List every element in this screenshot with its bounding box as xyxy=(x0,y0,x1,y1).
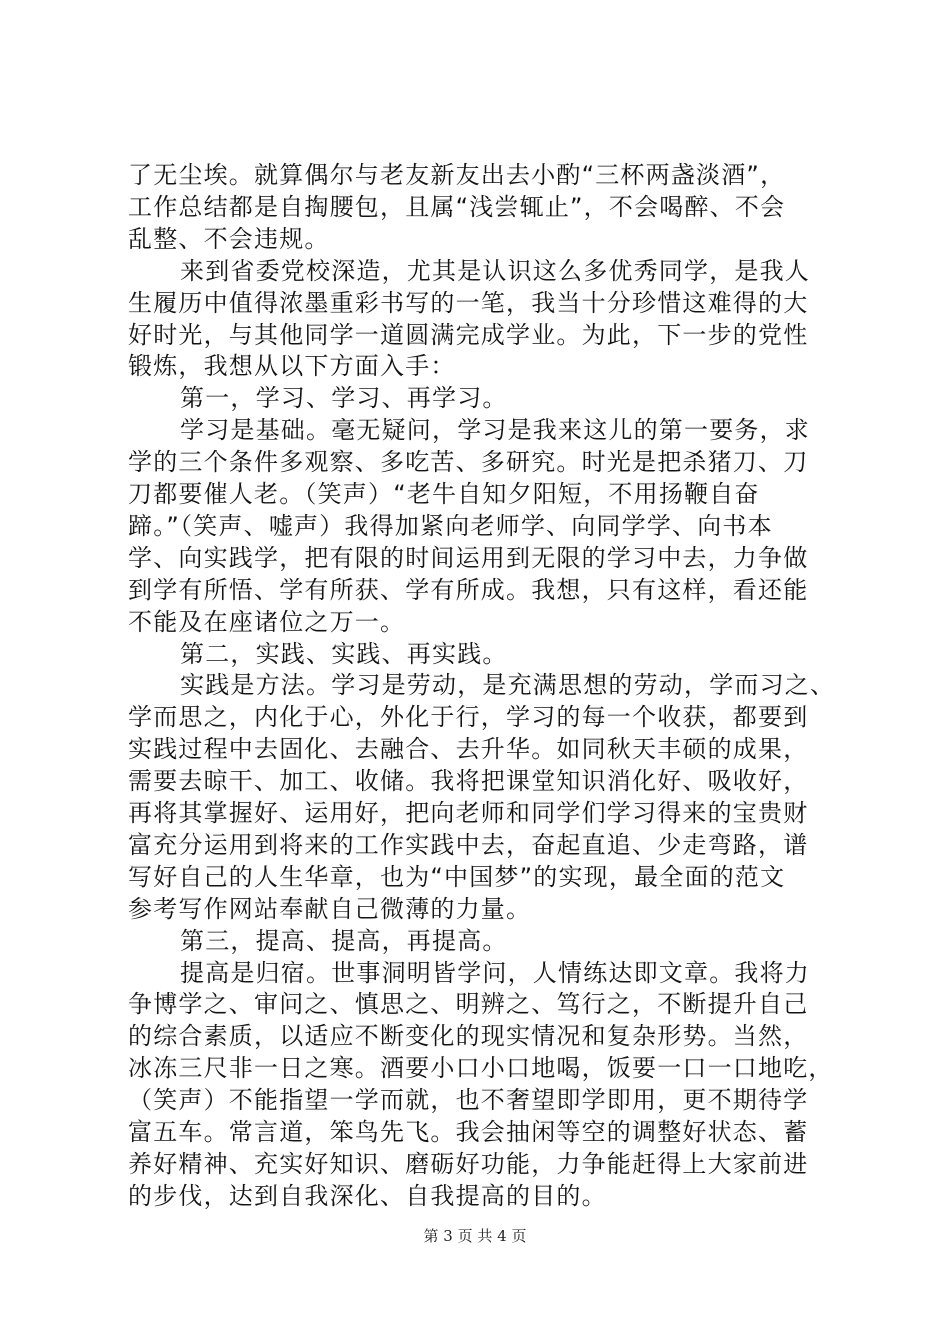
paragraph-start-line: 提高是归宿。世事洞明皆学问，人情练达即文章。我将力 xyxy=(180,959,810,987)
text-line: （笑声）不能指望一学而就，也不奢望即学即用，更不期待学 xyxy=(128,1086,809,1114)
text-line: 冰冻三尺非一日之寒。酒要小口小口地喝，饭要一口一口地吃， xyxy=(128,1054,834,1082)
text-line: 蹄。”（笑声、嘘声）我得加紧向老师学、向同学学、向书本 xyxy=(128,512,773,540)
text-line: 写好自己的人生华章，也为“中国梦”的实现，最全面的范文 xyxy=(128,863,786,891)
text-line: 争博学之、审问之、慎思之、明辨之、笃行之，不断提升自己 xyxy=(128,990,809,1018)
text-line: 的步伐，达到自我深化、自我提高的目的。 xyxy=(128,1182,607,1210)
text-line: 乱整、不会违规。 xyxy=(128,225,330,253)
section-heading-3: 第三，提高、提高，再提高。 xyxy=(180,927,508,955)
text-line: 富五车。常言道，笨鸟先飞。我会抽闲等空的调整好状态、蓄 xyxy=(128,1118,809,1146)
paragraph-start-line: 来到省委党校深造，尤其是认识这么多优秀同学，是我人 xyxy=(180,257,810,285)
paragraph-start-line: 实践是方法。学习是劳动，是充满思想的劳动，学而习之、 xyxy=(180,671,836,699)
text-line: 学而思之，内化于心，外化于行，学习的每一个收获，都要到 xyxy=(128,703,809,731)
text-line: 学的三个条件多观察、多吃苦、多研究。时光是把杀猪刀、刀 xyxy=(128,448,809,476)
paragraph-start-line: 学习是基础。毫无疑问，学习是我来这儿的第一要务，求 xyxy=(180,416,810,444)
text-line: 富充分运用到将来的工作实践中去，奋起直追、少走弯路，谱 xyxy=(128,831,809,859)
text-line: 学、向实践学，把有限的时间运用到无限的学习中去，力争做 xyxy=(128,544,809,572)
text-line: 的综合素质，以适应不断变化的现实情况和复杂形势。当然， xyxy=(128,1022,809,1050)
text-line: 需要去晾干、加工、收储。我将把课堂知识消化好、吸收好， xyxy=(128,767,809,795)
text-line: 参考写作网站奉献自己微薄的力量。 xyxy=(128,895,532,923)
text-line: 养好精神、充实好知识、磨砺好功能，力争能赶得上大家前进 xyxy=(128,1150,809,1178)
text-line: 了无尘埃。就算偶尔与老友新友出去小酌“三杯两盏淡酒”， xyxy=(128,161,786,189)
text-line: 实践过程中去固化、去融合、去升华。如同秋天丰硕的成果， xyxy=(128,735,809,763)
text-line: 生履历中值得浓墨重彩书写的一笔，我当十分珍惜这难得的大 xyxy=(128,289,809,317)
page-number-footer: 第 3 页 共 4 页 xyxy=(423,1227,527,1245)
text-line: 好时光，与其他同学一道圆满完成学业。为此，下一步的党性 xyxy=(128,321,809,349)
text-line: 刀都要催人老。（笑声）“老牛自知夕阳短，不用扬鞭自奋 xyxy=(128,480,760,508)
text-line: 锻炼，我想从以下方面入手： xyxy=(128,352,456,380)
section-heading-1: 第一，学习、学习、再学习。 xyxy=(180,384,508,412)
text-line: 工作总结都是自掏腰包，且属“浅尝辄止”，不会喝醉、不会 xyxy=(128,193,786,221)
section-heading-2: 第二，实践、实践、再实践。 xyxy=(180,640,508,668)
text-line: 到学有所悟、学有所获、学有所成。我想，只有这样，看还能 xyxy=(128,576,809,604)
text-line: 再将其掌握好、运用好，把向老师和同学们学习得来的宝贵财 xyxy=(128,799,809,827)
text-line: 不能及在座诸位之万一。 xyxy=(128,608,406,636)
